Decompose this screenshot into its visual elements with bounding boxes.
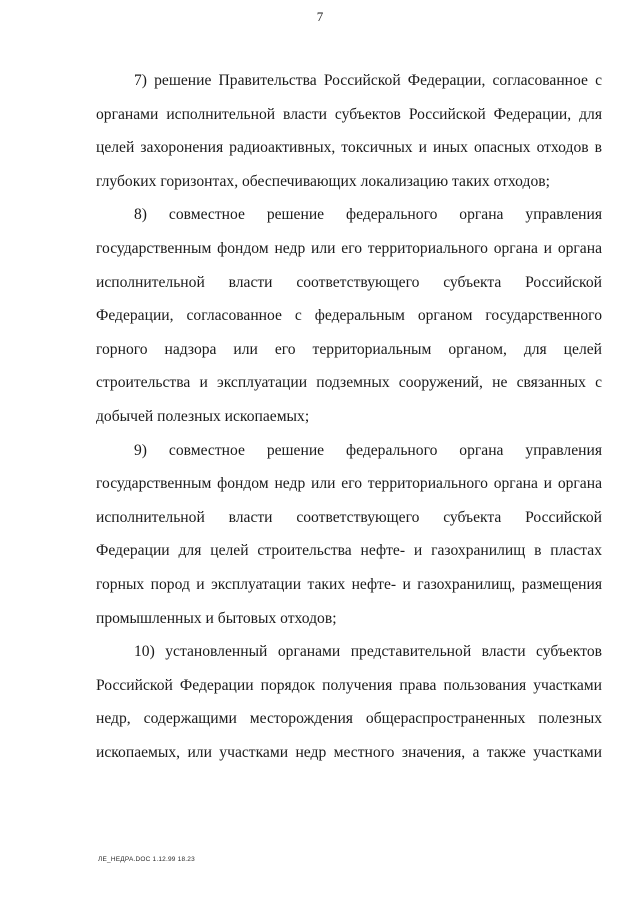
- page-number: 7: [316, 9, 324, 24]
- text-line: горных пород и эксплуатации таких нефте- и газохранилищ, размещения: [96, 575, 602, 593]
- text-line: целей захоронения радиоактивных, токсичных и иных опасных отходов в: [96, 139, 602, 157]
- file-footer: ЛЕ_НЕДРА.DOC 1.12.99 18.23: [98, 856, 195, 863]
- paragraph-item-9: [96, 434, 602, 636]
- paragraph-item-7: [96, 64, 602, 198]
- text-line: строительства и эксплуатации подземных сооружений, не связанных с: [96, 374, 602, 392]
- paragraph-item-10: [96, 635, 602, 769]
- text-line: ископаемых, или участками недр местного значения, а также участками: [96, 743, 602, 761]
- text-line: Федерации для целей строительства нефте- и газохранилищ в пластах: [96, 542, 602, 560]
- text-line: государственным фондом недр или его территориального органа и органа: [96, 239, 602, 257]
- text-line: Российской Федерации порядок получения права пользования участками: [96, 676, 602, 694]
- text-line: 8) совместное решение федерального органа управления: [134, 206, 602, 224]
- text-line: государственным фондом недр или его территориального органа и органа: [96, 475, 602, 493]
- text-line: 7) решение Правительства Российской Федерации, согласованное с: [134, 72, 602, 89]
- text-line: промышленных и бытовых отходов;: [96, 609, 337, 627]
- text-line: глубоких горизонтах, обеспечивающих локализацию таких отходов;: [96, 172, 550, 190]
- paragraph-item-8: [96, 198, 602, 433]
- text-line: добычей полезных ископаемых;: [96, 407, 310, 425]
- text-line: 10) установленный органами представительной власти субъектов: [134, 643, 602, 661]
- text-line: горного надзора или его территориальным органом, для целей: [96, 340, 602, 358]
- text-line: исполнительной власти соответствующего субъекта Российской: [96, 508, 602, 526]
- document-body: [96, 64, 602, 769]
- text-line: органами исполнительной власти субъектов Российской Федерации, для: [96, 105, 602, 123]
- text-line: Федерации, согласованное с федеральным органом государственного: [96, 307, 602, 325]
- text-line: 9) совместное решение федерального органа управления: [134, 441, 602, 459]
- text-line: исполнительной власти соответствующего субъекта Российской: [96, 273, 602, 291]
- text-line: недр, содержащими месторождения общераспространенных полезных: [96, 710, 602, 728]
